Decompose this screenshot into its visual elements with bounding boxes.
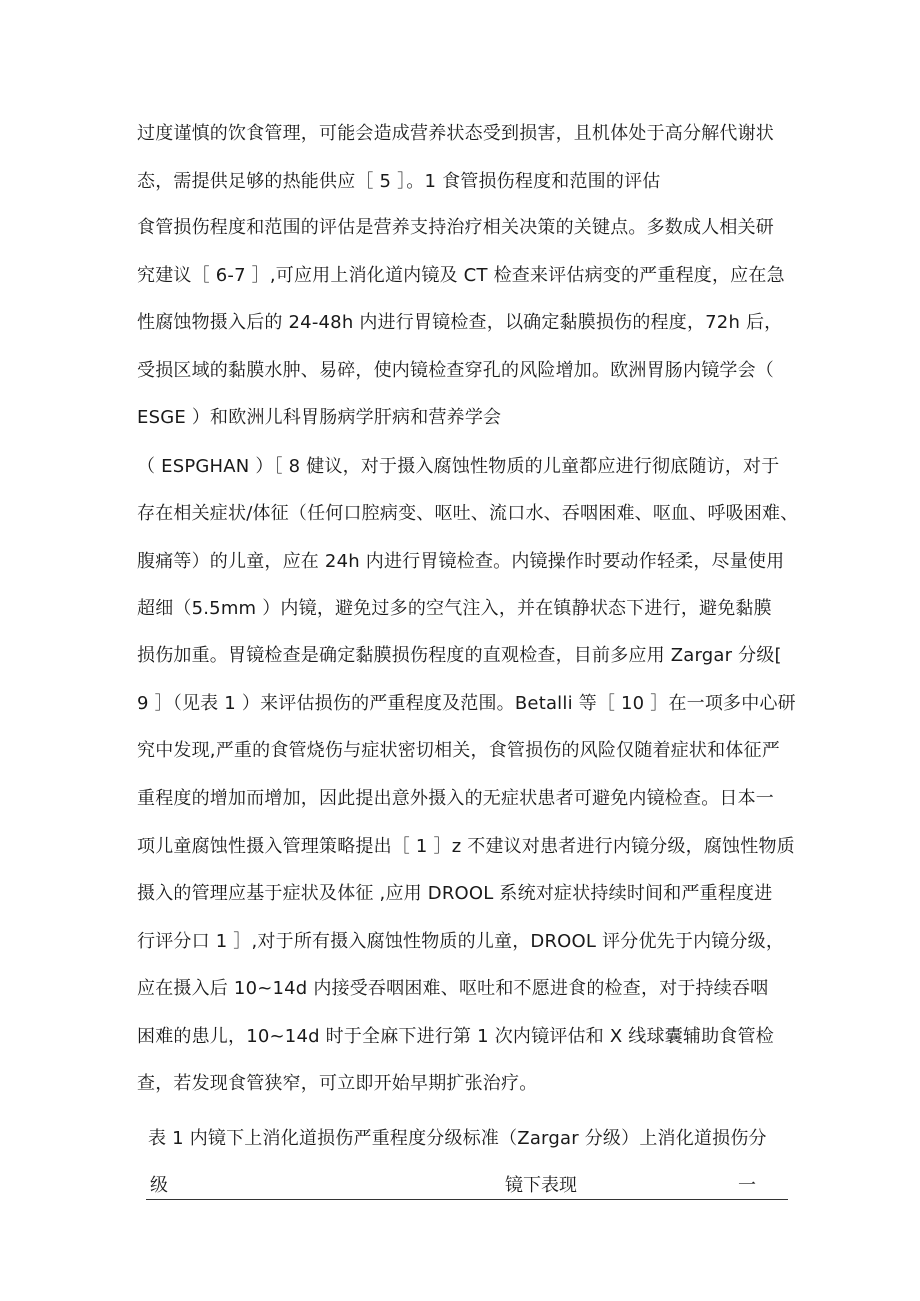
table-header-row [148, 1174, 788, 1200]
paragraph-line: 损伤加重。胃镜检查是确定黏膜损伤程度的直观检查，目前多应用 Zargar 分级[ [137, 645, 782, 666]
paragraph-line: 受损区域的黏膜水肿、易碎，使内镜检查穿孔的风险增加。欧洲胃肠内镜学会（ [137, 360, 774, 381]
paragraph-line: （ ESPGHAN ）［ 8 健议，对于摄入腐蚀性物质的儿童都应进行彻底随访，对于 [137, 456, 780, 477]
paragraph-line: 究建议［ 6-7 ］,可应用上消化道内镜及 CT 检查来评估病变的严重程度，应在急 [137, 265, 785, 286]
paragraph-line: 项儿童腐蚀性摄入管理策略提出［ 1 ］z 不建议对患者进行内镜分级，腐蚀性物质 [137, 836, 795, 857]
paragraph-line: 超细（5.5mm ）内镜，避免过多的空气注入，并在镇静状态下进行，避免黏膜 [137, 598, 772, 619]
paragraph-line: 重程度的增加而增加，因此提出意外摄入的无症状患者可避免内镜检查。日本一 [137, 788, 774, 809]
paragraph-line: 究中发现,严重的食管烧伤与症状密切相关，食管损伤的风险仅随着症状和体征严 [137, 740, 780, 761]
paragraph-line: 9 ］（见表 1 ）来评估损伤的严重程度及范围。Betalli 等［ 10 ］在一项多中心研 [137, 693, 796, 714]
paragraph-line: 食管损伤程度和范围的评估是营养支持治疗相关决策的关键点。多数成人相关研 [137, 217, 774, 238]
table-caption: 表 1 内镜下上消化道损伤严重程度分级标准（Zargar 分级）上消化道损伤分 [148, 1128, 767, 1149]
paragraph-line: ESGE ）和欧洲儿科胃肠病学肝病和营养学会 [137, 407, 502, 428]
paragraph-line: 过度谨慎的饮食管理，可能会造成营养状态受到损害，且机体处于高分解代谢状 [137, 123, 774, 144]
paragraph-line: 态，需提供足够的热能供应［ 5 ］。1 食管损伤程度和范围的评估 [137, 171, 661, 192]
paragraph-line: 应在摄入后 10~14d 内接受吞咽困难、呕吐和不愿进食的检查，对于持续吞咽 [137, 978, 769, 999]
paragraph-line: 行评分口 1 ］,对于所有摄入腐蚀性物质的儿童，DROOL 评分优先于内镜分级， [137, 931, 785, 952]
table-header-dash: 一 [738, 1175, 756, 1196]
table-header-grade: 级 [150, 1175, 168, 1196]
paragraph-line: 腹痛等）的儿童，应在 24h 内进行胃镜检查。内镜操作时要动作轻柔，尽量使用 [137, 551, 785, 572]
paragraph-line: 摄入的管理应基于症状及体征 ,应用 DROOL 系统对症状持续时间和严重程度进 [137, 883, 773, 904]
paragraph-line: 性腐蚀物摄入后的 24-48h 内进行胃镜检查，以确定黏膜损伤的程度，72h 后， [137, 312, 783, 333]
table-header-endoscopic-findings: 镜下表现 [505, 1175, 577, 1196]
paragraph-line: 查，若发现食管狭窄，可立即开始早期扩张治疗。 [137, 1073, 538, 1094]
paragraph-line: 存在相关症状/体征（任何口腔病变、呕吐、流口水、吞咽困难、呕血、呼吸困难、 [137, 503, 799, 524]
table-header-rule [146, 1199, 788, 1200]
paragraph-line: 困难的患儿，10~14d 时于全麻下进行第 1 次内镜评估和 X 线球囊辅助食管检 [137, 1026, 774, 1047]
